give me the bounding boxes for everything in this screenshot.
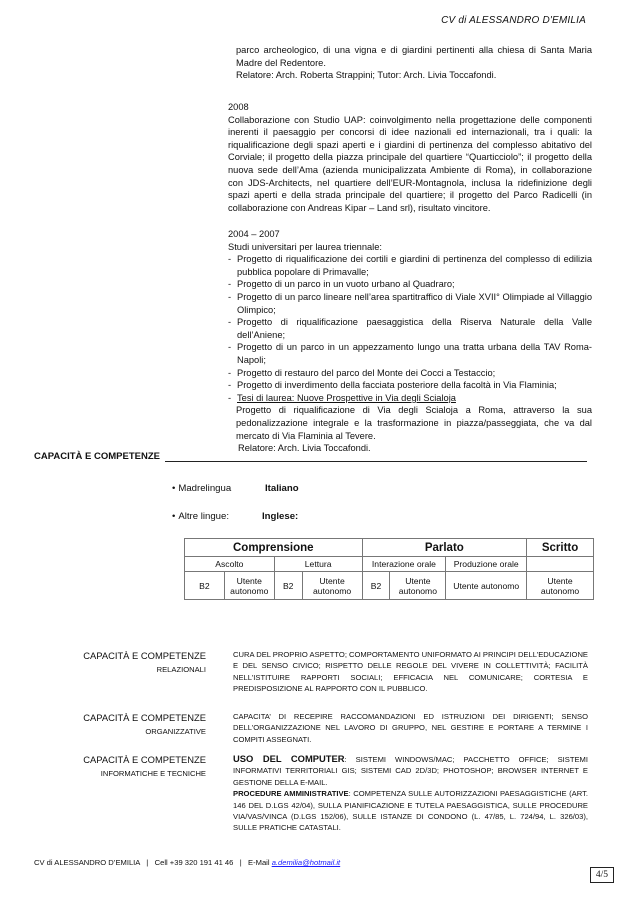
skill-text-organizzative <box>233 711 588 745</box>
language-table <box>184 538 594 600</box>
other-languages-value: Inglese: <box>262 511 299 522</box>
mother-tongue-row <box>172 483 231 494</box>
subheader-ascolto: Ascolto <box>185 557 275 572</box>
ascolto-level: B2 <box>185 572 225 600</box>
footer-phone: Cell +39 320 191 41 46 <box>154 858 234 867</box>
header-comprensione: Comprensione <box>185 539 363 557</box>
project-list <box>228 253 592 404</box>
procedures-text: : COMPETENZA SULLE AUTORIZZAZIONI PAESAGGISTICHE (ART. 146 DEL D.LGS 42/04), SULLA PIANIFICAZIONE E TUTELA PAESAGGISTICA, SULLE PROCEDURE VIA/VAS/VINCA (D.LGS 152/06), SULLE ISTANZE DI CONDONO (L. 47/85, L. 724/94, L. 326/03), SULLE PRATICHE CATASTALI. <box>233 789 588 833</box>
footer-name: CV di ALESSANDRO D’EMILIA <box>34 858 140 867</box>
list-item: - Progetto di inverdimento della facciata posteriore della facoltà in Via Flaminia; <box>228 379 592 392</box>
thesis-description: Progetto di riqualificazione di Via degli Scialoja a Roma, attraverso la sua pedonalizzazione integrale e la trasformazione in piazza/passeggiata, che va dal mercato di Via Flaminia al Tevere. <box>236 405 592 441</box>
procedures-paragraph <box>233 788 588 834</box>
entry-2004-2007 <box>228 228 592 455</box>
skill-text-informatiche <box>233 753 588 834</box>
lettura-level: B2 <box>274 572 302 600</box>
thesis-relatore: Relatore: Arch. Livia Toccafondi. <box>238 443 371 454</box>
interazione-desc: Utente autonomo <box>390 572 446 600</box>
other-languages-row <box>172 511 229 522</box>
list-item: - Progetto di un parco lineare nell’area spartitraffico di Viale XVII° Olimpiade al Villaggio Olimpico; <box>228 291 592 316</box>
footer-email-label: E-Mail <box>248 858 270 867</box>
list-item: - Progetto di restauro del parco del Monte dei Cocci a Testaccio; <box>228 367 592 380</box>
footer-separator: | <box>239 858 242 867</box>
mother-tongue-label: Madrelingua <box>178 483 232 494</box>
footer-separator: | <box>146 858 149 867</box>
computer-use-heading: USO DEL COMPUTER <box>233 753 345 764</box>
entry-2008-text: Collaborazione con Studio UAP: coinvolgimento nella progettazione delle componenti inerenti il paesaggio per concorsi di idee nazionali ed internazionali, tra i quali: la riqualificazione degli spazi aperti e i giardini di pertinenza del complesso abitativo del Corviale; il progetto della piazza principale del quartiere “Quarticciolo”; il progetto della nuova sede dell’Ama (azienda municipalizzata Ambiente di Roma), in collaborazione con JDS-Architects, nel quartiere dell’EUR-Montagnola, inclusa la ridefinizione degli spazi aperti e della strada principale del quartiere; il progetto del Parco Radicelli (in collaborazione con Andreas Kipar – Land srl), risultato vincitore. <box>228 114 592 213</box>
page-number: 4/5 <box>590 867 614 883</box>
entry-2008 <box>228 101 592 214</box>
header-scritto: Scritto <box>527 539 594 557</box>
mother-tongue-value: Italiano <box>265 483 299 494</box>
subheader-scritto-empty <box>527 557 594 572</box>
header-parlato: Parlato <box>362 539 527 557</box>
procedures-heading: PROCEDURE AMMINISTRATIVE <box>233 789 349 799</box>
ascolto-desc: Utente autonomo <box>224 572 274 600</box>
entry-2004-years: 2004 – 2007 <box>228 229 280 239</box>
skill-label-line2: ORGANIZZATIVE <box>145 727 206 736</box>
continuation-relatore: Relatore: Arch. Roberta Strappini; Tutor: Arch. Livia Toccafondi. <box>236 70 497 81</box>
list-item: - Progetto di un parco in un appezzamento lungo una tratta urbana della TAV Roma-Napoli; <box>228 341 592 366</box>
lettura-desc: Utente autonomo <box>302 572 362 600</box>
skill-label-line1: CAPACITÀ E COMPETENZE <box>83 650 206 661</box>
produzione-desc: Utente autonomo <box>446 572 527 600</box>
skill-label-line2: RELAZIONALI <box>156 665 206 674</box>
skill-label-relazionali <box>60 649 206 677</box>
other-languages-label: Altre lingue: <box>178 511 230 522</box>
subheader-interazione: Interazione orale <box>362 557 446 572</box>
list-item: - Progetto di un parco in un vuoto urbano al Quadraro; <box>228 278 592 291</box>
computer-use-paragraph <box>233 753 588 788</box>
interazione-level: B2 <box>362 572 390 600</box>
subheader-lettura: Lettura <box>274 557 362 572</box>
footer <box>34 858 340 867</box>
skill-label-line2: INFORMATICHE E TECNICHE <box>100 769 206 778</box>
bullet-icon: • <box>172 483 176 494</box>
list-item: - Progetto di riqualificazione dei cortili e giardini di pertinenza del complesso di edilizia pubblica popolare di Primavalle; <box>228 253 592 278</box>
continuation-block <box>228 44 592 82</box>
list-item: - Progetto di riqualificazione paesaggistica della Riserva Naturale della Valle dell’Aniene; <box>228 316 592 341</box>
entry-2008-year: 2008 <box>228 102 249 112</box>
computer-use-text: : SISTEMI WINDOWS/MAC; PACCHETTO OFFICE; SISTEMI INFORMATIVI TERRITORIALI GIS; SISTEMI CAD 2D/3D; PHOTOSHOP; BROWSER INTERNET E GESTIONE DELLA E-MAIL. <box>233 755 588 787</box>
scritto-desc: Utente autonomo <box>527 572 594 600</box>
section-title: CAPACITÀ E COMPETENZE <box>34 451 160 462</box>
list-item-thesis: - Tesi di laurea: Nuove Prospettive in Via degli Scialoja <box>228 392 592 405</box>
continuation-text: parco archeologico, di una vigna e di giardini pertinenti alla chiesa di Santa Maria Madre del Redentore. <box>236 45 592 68</box>
page-header-title: CV di ALESSANDRO D'EMILIA <box>441 15 586 26</box>
skill-label-line1: CAPACITÀ E COMPETENZE <box>83 754 206 765</box>
footer-email-link[interactable]: a.demilia@hotmail.it <box>271 858 341 867</box>
skill-label-informatiche <box>60 753 206 781</box>
skill-label-line1: CAPACITÀ E COMPETENZE <box>83 712 206 723</box>
bullet-icon: • <box>172 511 176 522</box>
section-divider <box>165 461 587 462</box>
organizzative-text: CAPACITA’ DI RECEPIRE RACCOMANDAZIONI ED ISTRUZIONI DEI DIRIGENTI; SENSO DELL’ORGANIZZAZIONE NEL LAVORO DI GRUPPO, NEL GESTIRE E PORTARE A TERMINE I COMPITI ASSEGNATI. <box>233 712 588 744</box>
subheader-produzione: Produzione orale <box>446 557 527 572</box>
skill-text-relazionali <box>233 649 588 695</box>
skill-label-organizzative <box>60 711 206 739</box>
entry-2004-intro: Studi universitari per laurea triennale: <box>228 241 382 252</box>
relazionali-text: CURA DEL PROPRIO ASPETTO; COMPORTAMENTO UNIFORMATO AI PRINCIPI DELL’EDUCAZIONE E DEL SENSO CIVICO; RISPETTO DELLE REGOLE DEL VIVERE IN COLLETTIVITÀ; FACILITÀ NELL’ISTITUIRE RAPPORTI SOCIALI; EFFICACIA NEL COMUNICARE; CORTESIA E PREDISPOSIZIONE AL RAPPORTO CON IL PUBBLICO. <box>233 650 588 694</box>
